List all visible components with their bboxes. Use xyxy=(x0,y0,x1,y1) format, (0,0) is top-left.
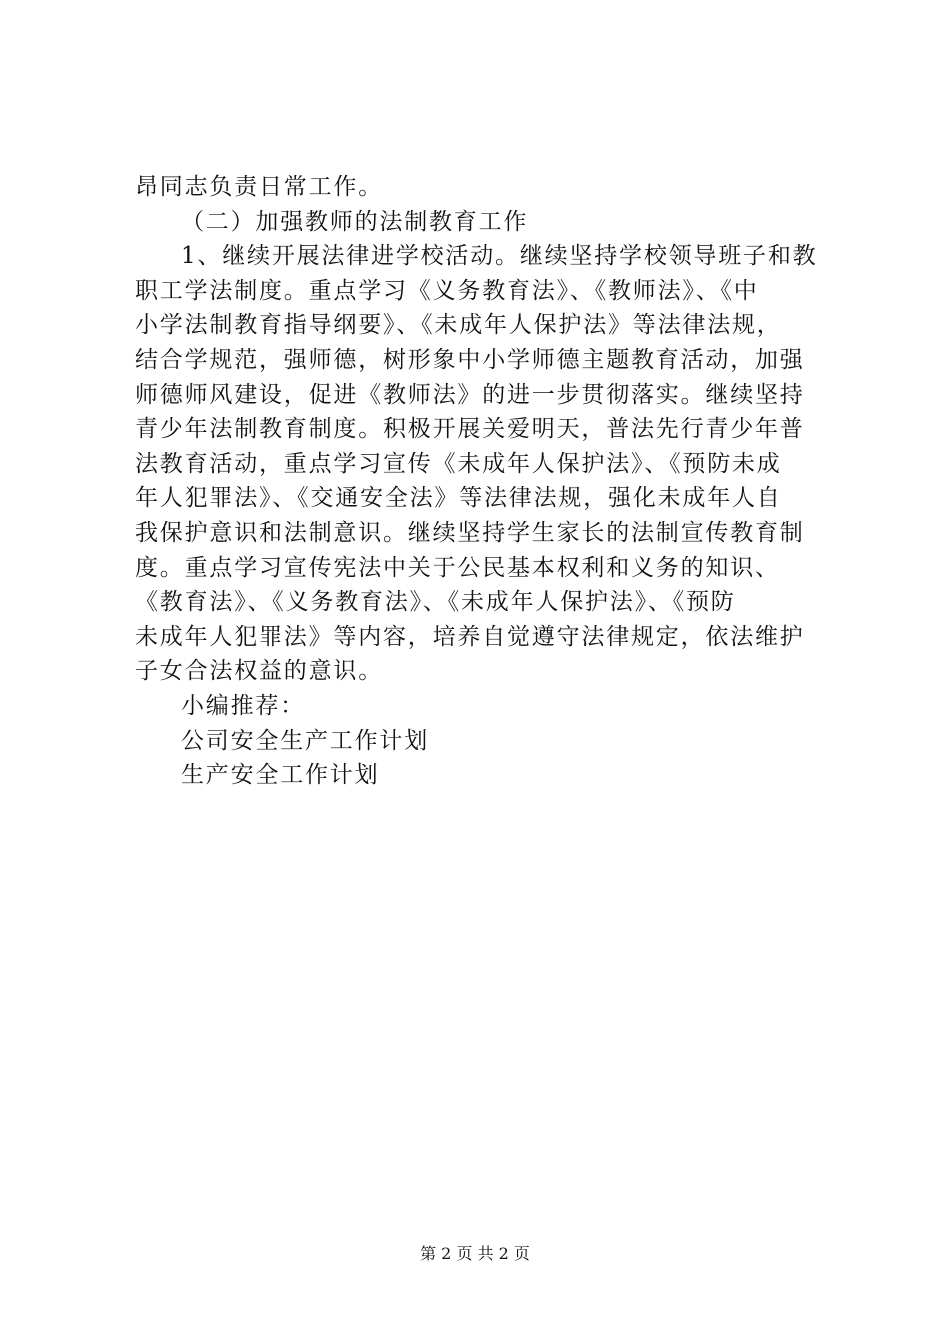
text-line: 1、继续开展法律进学校活动。继续坚持学校领导班子和教 xyxy=(181,243,818,270)
text-line: 师德师风建设，促进《教师法》的进一步贯彻落实。继续坚持 xyxy=(135,381,805,408)
text-line: 职工学法制度。重点学习《义务教育法》、《教师法》、《中 xyxy=(135,277,759,304)
text-line: 昂同志负责日常工作。 xyxy=(135,174,383,200)
document-body xyxy=(135,170,835,793)
text-line: （二）加强教师的法制教育工作 xyxy=(181,208,529,235)
text-line: 年人犯罪法》、《交通安全法》等法律法规，强化未成年人自 xyxy=(135,485,782,512)
text-line: 结合学规范，强师德，树形象中小学师德主题教育活动，加强 xyxy=(135,346,805,373)
text-line: 生产安全工作计划 xyxy=(181,762,380,789)
text-line: 子女合法权益的意识。 xyxy=(135,658,383,685)
text-line: 《教育法》、《义务教育法》、《未成年人保护法》、《预防 xyxy=(135,589,736,616)
text-line: 小学法制教育指导纲要》、《未成年人保护法》等法律法规， xyxy=(135,312,782,339)
page-footer: 第 2 页 共 2 页 xyxy=(420,1244,530,1263)
text-line: 法教育活动，重点学习宣传《未成年人保护法》、《预防未成 xyxy=(135,450,782,477)
text-line: 我保护意识和法制意识。继续坚持学生家长的法制宣传教育制 xyxy=(135,519,805,546)
text-line: 小编推荐： xyxy=(181,692,305,719)
text-line: 度。重点学习宣传宪法中关于公民基本权利和义务的知识、 xyxy=(135,554,780,581)
text-line: 公司安全生产工作计划 xyxy=(181,727,429,754)
text-line: 青少年法制教育制度。积极开展关爱明天，普法先行青少年普 xyxy=(135,416,805,443)
text-line: 未成年人犯罪法》等内容，培养自觉遵守法律规定，依法维护 xyxy=(135,623,805,650)
